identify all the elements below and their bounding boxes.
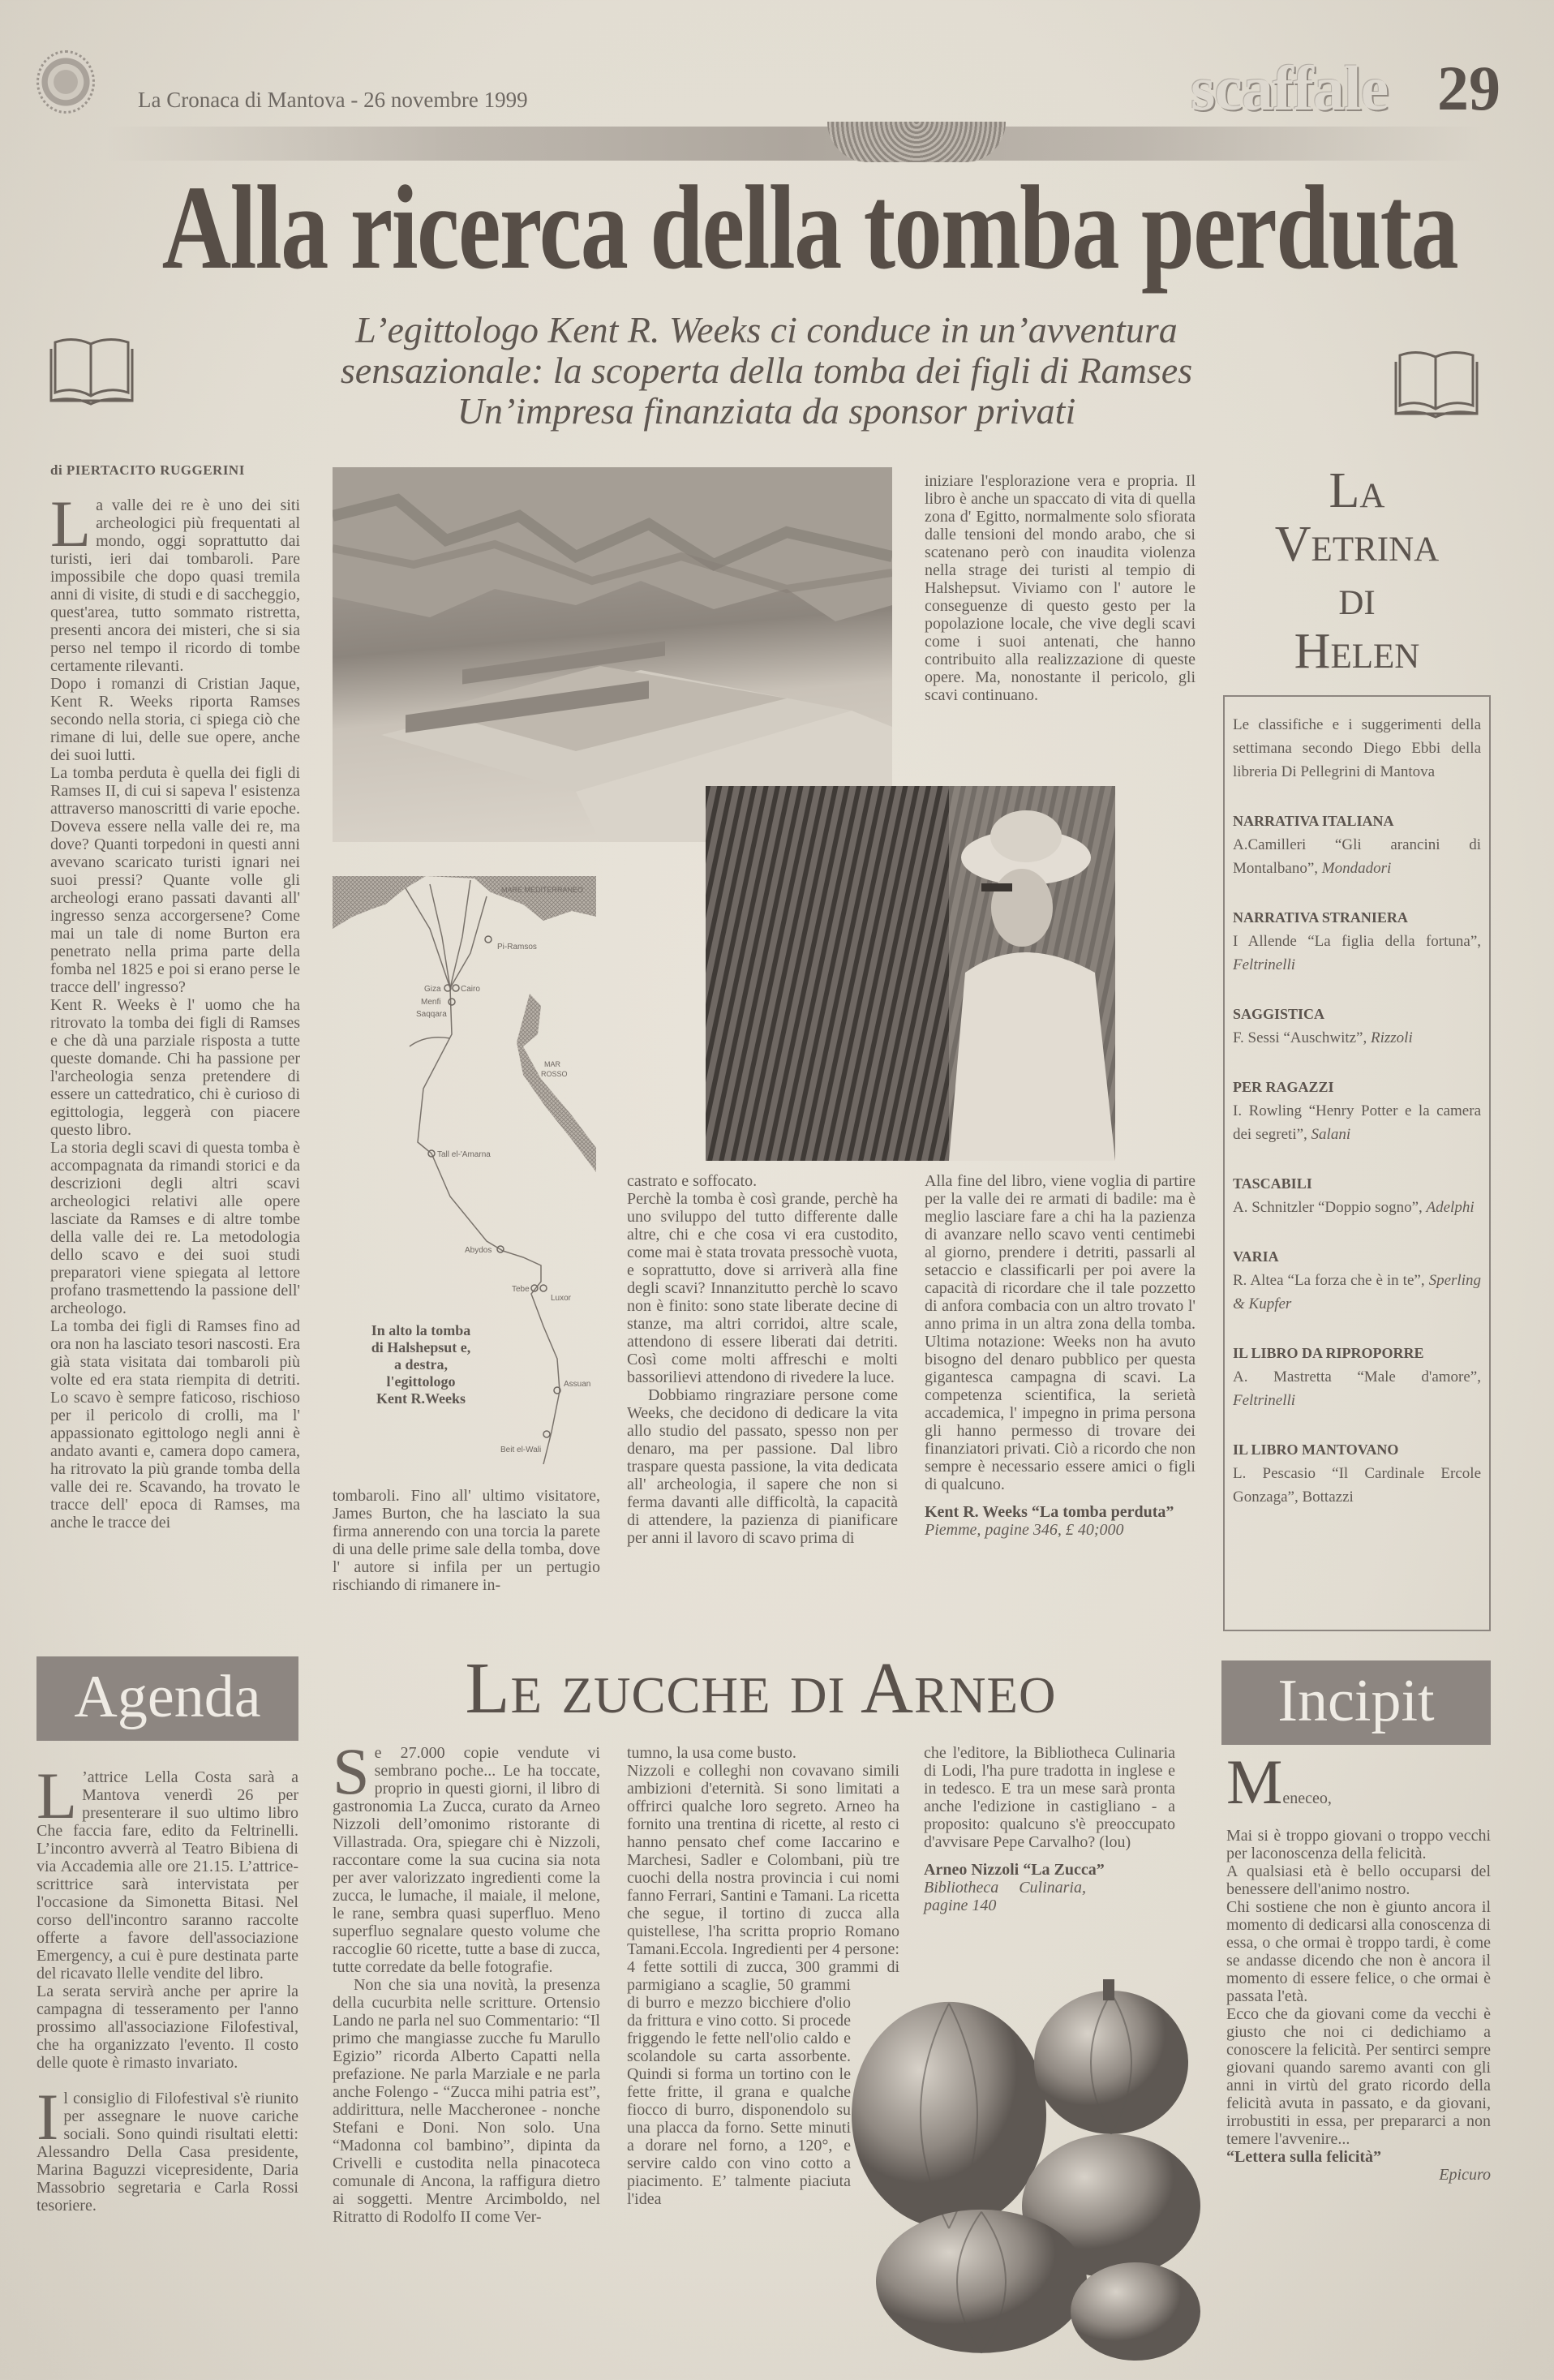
category-name: PER RAGAZZI <box>1233 1079 1334 1095</box>
paragraphs <box>924 1744 1175 1851</box>
article-column-top-right <box>925 472 1196 704</box>
paragraphs <box>333 1734 600 2226</box>
agenda-column <box>36 1759 298 2215</box>
drop-cap: M <box>1226 1746 1283 1817</box>
paragraph: a valle dei re è uno dei siti archeologici più frequentati al mondo, oggi soprattutto dai turisti, ieri dai tombaroli. Pare impossibile che dopo quasi tremila anni di visite, di studi e di saccheggio, quest'area, tutto sommato ristretta, presenti ancora dei misteri, che si sia perso nel tempo il ricordo di tombe certamente rilevanti. <box>50 496 300 675</box>
drop-cap: S <box>333 1734 370 1808</box>
byline: di PIERTACITO RUGGERINI <box>50 462 245 478</box>
vetrina-title <box>1223 464 1491 678</box>
paragraphs <box>36 2080 298 2215</box>
map-label: Pi-Ramsos <box>497 943 537 952</box>
map-label: Saqqara <box>416 1010 447 1019</box>
book-title: Arneo Nizzoli “La Zucca” <box>924 1861 1105 1879</box>
paragraph: che l'editore, la Bibliotheca Culinaria di Lodi, l'ha pure tradotta in inglese e in tedesco. E tra un mese sarà pronta anche l'edizione in castigliano - a proposito: qualcuno s'è preoccupato d'avvisare Pepe Carvalho? (lou) <box>924 1744 1175 1851</box>
book-details: Bibliotheca Culinaria, pagine 140 <box>924 1879 1086 1914</box>
book-title-author: I. Rowling “Henry Potter e la camera dei segreti”, <box>1233 1102 1481 1143</box>
book-entry <box>1233 1365 1481 1412</box>
paragraph: l consiglio di Filofestival s'è riunito per assegnare le nuove cariche sociali. Sono quindi risultati eletti: Alessandro Della Casa presidente, Marina Baguzzi vicepresidente, Daria Massobrio segretaria e Carla Rossi tesoriere. <box>36 2090 298 2215</box>
book-entry <box>1233 1462 1481 1509</box>
paragraph: La storia degli scavi di questa tomba è accompagnata da rimandi storici e da descrizioni degli altri scavi archeologici relativi alle opere lasciate da Ramses e di altre tombe della valle dei re. La metodologia dello scavo e dei suoi studi preparatori viene spiegata al lettore profano trasmettendo la passione dell' archeologo. <box>50 1139 300 1317</box>
article-column-4 <box>925 1172 1196 1539</box>
paragraph: Ecco che da giovani come da vecchi è giusto che noi ci dedichiamo a conoscere la felicità. Per sentirci sempre giovani quando saremo avanti con gli anni in virtù del grato ricordo della felicità avuta in passato, e da giovani, irrobustiti in essa, per prepararci a non temere l'avvenire... <box>1226 2005 1491 2148</box>
publisher: Sperling & Kupfer <box>1233 1272 1481 1312</box>
masthead: La Cronaca di Mantova - 26 novembre 1999 <box>138 88 528 112</box>
drop-cap: L <box>50 487 92 561</box>
paragraph: A qualsiasi età è bello occuparsi del benessere dell'animo nostro. <box>1226 1862 1491 1898</box>
paragraph: Alla fine del libro, viene voglia di partire per la valle dei re armati di badile: ma è meglio lasciare fare a chi ha la pazienza di avanzare nello scavo venti centimebi al giorno, prendere i detriti, passarli al setaccio e classificarli per poi avere la capacità di ricordare che il tale pozzetto di anfora combacia con un altro trovato l' anno prima in un altra zona della tomba. Ultima notazione: Weeks non ha avuto bisogno del denaro pubblico per questa gigantesca campagna di scavi. La competenza scientifica, la serietà accademica, l' impegno in prima persona gli hanno permesso di trovare dei finanziatori privati. Ciò a ricordo che non sempre è necessario essere amici o figli di qualcuno. <box>925 1172 1196 1493</box>
book-entry <box>1233 1026 1481 1050</box>
book-entry <box>1233 1196 1481 1219</box>
book-title-author: A. Schnitzler “Doppio sogno”, <box>1233 1199 1427 1216</box>
paragraph: Dobbiamo ringraziare persone come Weeks, che decidono di dedicare la vita allo studio del passato, spesso non per denaro, ma per passione. Dal libro traspare questa passione, la vita dedicata all' archeologia, il sapere che non si ferma davanti alle difficoltà, la capacità di attendere, la pazienza di pianificare per anni il lavoro di scavo prima di <box>627 1386 898 1547</box>
map-label: Cairo <box>461 985 480 994</box>
map-label: Menfi <box>421 998 441 1007</box>
bestseller-category <box>1233 1342 1481 1412</box>
decorative-rule <box>105 127 1484 161</box>
vetrina-box <box>1223 695 1491 1631</box>
paragraph: Perchè la tomba è così grande, perchè ha uno sviluppo del tutto differente dalle altre, chi e che cosa vi era custodito, come mai è stata trovata pressochè vuota, e soprattutto, dove si arriverà alla fine degli scavi? Innanzitutto perchè lo scavo non è finito: sono state liberate decine di stanze, ma altri corridoi, altre scale, attendono di essere liberati dai detriti. Così come molti affreschi e molti bassorilievi attendono di rivedere la luce. <box>627 1190 898 1386</box>
paragraph: tumno, la usa come busto. <box>627 1744 796 1762</box>
book-entry <box>1233 833 1481 880</box>
publisher: Feltrinelli <box>1233 1392 1296 1409</box>
paragraph: La serata servirà anche per aprire la campagna di tesseramento per l'anno prossimo all'associazione Filofestival, che ha organizzato l'evento. Il costo delle quote è rimasto invariato. <box>36 1983 298 2072</box>
paragraphs <box>627 1172 898 1547</box>
bestseller-category <box>1233 1003 1481 1050</box>
title-line: di <box>1338 570 1376 625</box>
paragraphs <box>925 472 1196 704</box>
paragraph: Non che sia una novità, la presenza della cucurbita nelle scritture. Ortensio Lando ne parla nel suo Commentario: “Il primo che mangiasse zucche fu Marullo Egizio” ricorda Alberto Capatti nella prefazione. Ne parla Marziale e ne parla anche Folengo - “Zucca mihi patria est”, addirittura, nelle Maccheronee - nonche Stefani e Doni. Non solo. Una “Madonna col bambino”, dipinta da Crivelli e custodita nella pinacoteca comunale di Ancona, la raffigura dietro ai soggetti. Mentre Arcimboldo, nel Ritratto di Rodolfo II come Ver- <box>333 1976 600 2226</box>
map-label: MARE MEDITERRANEO <box>501 886 584 894</box>
title-line: Vetrina <box>1274 517 1440 572</box>
category-name: IL LIBRO MANTOVANO <box>1233 1441 1399 1458</box>
book-title-author: A. Mastretta “Male d'amore”, <box>1233 1368 1481 1385</box>
book-title-author: F. Sessi “Auschwitz”, <box>1233 1029 1371 1046</box>
title-line: La <box>1329 463 1385 518</box>
map-label: Beit el-Wali <box>500 1446 542 1454</box>
caption-line: a destra, <box>394 1356 448 1373</box>
paragraphs <box>1226 1827 1491 2148</box>
caption-line: l'egittologo <box>386 1373 456 1390</box>
salutation: eneceo, <box>1282 1789 1332 1807</box>
publisher: Adelphi <box>1426 1199 1475 1216</box>
book-title-author: A.Camilleri “Gli arancini di Montalbano”, <box>1233 836 1481 877</box>
article-column-1 <box>50 487 300 1532</box>
paragraph: Dopo i romanzi di Cristian Jaque, Kent R. Weeks riporta Ramses secondo nella storia, ci spiega ciò che rimane di lui, delle sue opere, anche dei suoi lutti. <box>50 675 300 764</box>
drop-cap: L <box>36 1759 78 1832</box>
book-details: Piemme, pagine 346, £ 40;000 <box>925 1521 1124 1539</box>
map-label: Luxor <box>551 1294 572 1303</box>
drop-cap: I <box>36 2080 59 2154</box>
bestseller-category <box>1233 810 1481 880</box>
book-entry <box>1233 930 1481 977</box>
vetrina-intro: Le classifiche e i suggerimenti della settimana secondo Diego Ebbi della libreria Di Pellegrini di Mantova <box>1233 716 1481 780</box>
photo-kent-weeks <box>706 786 1115 1161</box>
bestseller-category <box>1233 1245 1481 1316</box>
article-column-2 <box>333 1487 600 1594</box>
map-label: Abydos <box>465 1246 492 1255</box>
category-name: VARIA <box>1233 1248 1279 1265</box>
publisher: Feltrinelli <box>1233 956 1296 973</box>
subtitle <box>243 310 1290 432</box>
paragraph: ’attrice Lella Costa sarà a Mantova venerdì 26 per presenterare il suo ultimo libro Che faccia fare, edito da Feltrinelli. L’incontro avverrà al Teatro Bibiena di via Accademia alle ore 21.15. L’attrice-scrittrice sarà intervistata per l'occasione da Simonetta Bitasi. Nel corso dell'incontro saranno raccolte offerte a favore dell'associazione Emergency, a cui è pure destinata parte del ricavato llelle vendite del libro. <box>36 1768 298 1983</box>
category-name: TASCABILI <box>1233 1175 1312 1192</box>
paragraph: Chi sostiene che non è giunto ancora il momento di dedicarsi alla conoscenza di essa, o che ormai è troppo tardi, è come se andasse dicendo che non è ancora il momento di essere felice, o che ormai è passata l'età. <box>1226 1898 1491 2005</box>
paragraph: La tomba perduta è quella dei figli di Ramses II, di cui si sapeva l' esistenza attraverso manoscritti di varie epoche. Doveva essere nella valle dei re, ma dove? Quanti torpedoni in questi anni avevano scaricato turisti ignari nei suoi pressi? Quante volle gli archeologi erano passati davanti all' ingresso senza accorgersene? Come mai un tale di nome Burton era penetrato nella prima parte della fomba nel 1825 e poi si erano perse le tracce dell' ingresso? <box>50 764 300 996</box>
caption-line: di Halshepsut e, <box>371 1339 471 1355</box>
zucche-column-3 <box>924 1744 1175 1914</box>
publisher: Salani <box>1311 1126 1351 1143</box>
map-label: Assuan <box>564 1380 591 1389</box>
paragraph: La tomba dei figli di Ramses fino ad ora non ha lasciato tesori nascosti. Era già stata visitata dai tombaroli più volte ed era stata riempita di detriti. Lo scavo è sempre faticoso, rischioso per il pericolo di crolli, ma l' appassionato egittologo negli anni è andato avanti e, camera dopo camera, ha ritrovato la più grande tomba della valle dei re. Scavando, ha trovato le tracce dell' epoca di Ramses, ma anche le tracce dei <box>50 1317 300 1532</box>
caption-line: In alto la tomba <box>371 1322 471 1338</box>
section-name: scaffale <box>1191 53 1389 123</box>
bestseller-category <box>1233 1172 1481 1219</box>
paragraph: e 27.000 copie vendute vi sembrano poche... Le ha toccate, proprio in questi giorni, il libro di gastronomia La Zucca, curato da Arneo Nizzoli dell’omonimo ristorante di Villastrada. Ora, spiegare chi è Nizzoli, raccontare come la sua cucina sia nota per aver valorizzato ingredienti come la zucca, le lumache, il maiale, il melone, le rane, sembra quasi superfluo. Meno superfluo segnalare questo volume che raccoglie 60 ricette, tutte a base di zucca, tutte corredate da belle fotografie. <box>333 1744 600 1976</box>
incipit-header: Incipit <box>1221 1660 1491 1745</box>
book-entry <box>1233 1099 1481 1146</box>
paragraphs <box>925 1172 1196 1493</box>
bestseller-category <box>1233 1076 1481 1146</box>
red-sea <box>517 994 596 1172</box>
paragraph: iniziare l'esplorazione vera e propria. Il libro è anche un spaccato di vita di quella zona d' Egitto, normalmente solo sfiorata dalle tensioni del mondo arabo, che si scatenano però con inaudita violenza nella strage dei turisti al tempio di Halshepsut. Viviamo con l' autore le conseguenze di questo gesto per la popolazione locale, che vive degli scavi come i suoi antenati, che hanno contribuito alla realizzazione di queste opere. Ma, nonostante il pericolo, gli scavi continuano. <box>925 472 1196 704</box>
article-column-3 <box>627 1172 898 1547</box>
subtitle-line: Un’impresa finanziata da sponsor privati <box>457 390 1076 432</box>
agenda-header: Agenda <box>36 1656 298 1741</box>
newspaper-seal-logo <box>36 50 95 114</box>
zucche-title: Le zucche di Arneo <box>465 1648 1057 1729</box>
paragraphs <box>333 1487 600 1594</box>
map-label: Tall el-'Amarna <box>437 1150 491 1159</box>
publisher: Rizzoli <box>1371 1029 1413 1046</box>
publisher: Bottazzi <box>1302 1489 1354 1506</box>
zucche-column-1 <box>333 1734 600 2226</box>
book-title: Kent R. Weeks “La tomba perduta” <box>925 1503 1174 1521</box>
category-name: NARRATIVA ITALIANA <box>1233 813 1394 829</box>
bestseller-list <box>1233 810 1481 1509</box>
book-entry <box>1233 1269 1481 1316</box>
map-label: Tebe <box>512 1285 530 1294</box>
photo-caption <box>347 1322 495 1407</box>
paragraph: Kent R. Weeks è l' uomo che ha ritrovato la tomba dei figli di Ramses e che dà una parziale risposta a tutte queste domande. Chi ha passione per l'archeologia senza pretendere di essere un cattedratico, chi è curioso di egittologia, leggerà con piacere questo libro. <box>50 996 300 1139</box>
map-label: ROSSO <box>541 1070 568 1078</box>
headline-text: Alla ricerca della tomba perduta <box>161 161 1458 294</box>
headline <box>0 159 1554 297</box>
book-title-author: I Allende “La figlia della fortuna”, <box>1233 933 1481 950</box>
paragraph: tombaroli. Fino all' ultimo visitatore, James Burton, che ha lasciato la sua firma annerendo con una torcia la parete di una delle prime sale della tomba, dove l' autore si infila per un pertugio rischiando di rimanere in- <box>333 1487 600 1594</box>
open-book-icon <box>1393 347 1479 420</box>
book-title-author: R. Altea “La forza che è in te”, <box>1233 1272 1429 1289</box>
subtitle-line: L’egittologo Kent R. Weeks ci conduce in un’avventura <box>355 309 1178 350</box>
paragraph: Nizzoli e colleghi non covavano simili ambizioni d'eternità. Si sono limitati a offrirci qualche loro segreto. Arneo ha fornito una trentina di ricette, al resto ci hanno pensato chef come Iaccarino e Marchesi, Sadler e Colombani, più tre cuochi della nostra provincia i cui nomi fanno Ferrari, Santini e Tamani. La ricetta che segue, il tortino di zucca alla quistellese, l'ha scritta proprio Romano Tamani.Eccola. Ingredienti per 4 persone: 4 fette sottili di zucca, 300 grammi di parmigiano a scaglie, 50 grammi di burro e mezzo bicchiere d'olio da frittura e vino cotto. Si procede friggendo le fette nell'olio caldo e scolandole su carta assorbente. Quindi si forma un tortino con le fette fritte, il grana e qualche fiocco di burro, disponendolo su una placca da forno. Sette minuti a dorare nel forno, a 120°, e servire caldo con vino cotto a piacimento. E’ talmente piaciuta l'idea <box>627 1762 899 2208</box>
map-label: MAR <box>544 1060 560 1068</box>
book-title-author: L. Pescasio “Il Cardinale Ercole Gonzaga”, <box>1233 1465 1481 1506</box>
category-name: NARRATIVA STRANIERA <box>1233 909 1408 926</box>
open-book-icon <box>49 334 135 407</box>
map-label: Giza <box>424 985 441 994</box>
ornament-icon <box>827 122 1006 162</box>
bestseller-category <box>1233 1438 1481 1509</box>
publisher: Mondadori <box>1321 860 1392 877</box>
incipit-column <box>1226 1746 1491 2184</box>
caption-line: Kent R.Weeks <box>376 1390 466 1407</box>
quote-author: Epicuro <box>1439 2166 1491 2184</box>
paragraph: castrato e soffocato. <box>627 1172 758 1190</box>
category-name: SAGGISTICA <box>1233 1006 1325 1022</box>
subtitle-line: sensazionale: la scoperta della tomba dei figli di Ramses <box>340 350 1193 391</box>
paragraphs <box>50 487 300 1532</box>
bestseller-category <box>1233 906 1481 977</box>
paragraph: Mai si è troppo giovani o troppo vecchi per laconoscenza della felicità. <box>1226 1827 1491 1862</box>
title-line: Helen <box>1294 624 1420 679</box>
quote-source: “Lettera sulla felicità” <box>1226 2148 1382 2166</box>
category-name: IL LIBRO DA RIPROPORRE <box>1233 1345 1424 1361</box>
page-number: 29 <box>1437 53 1500 123</box>
pumpkins-photo <box>844 1979 1200 2361</box>
